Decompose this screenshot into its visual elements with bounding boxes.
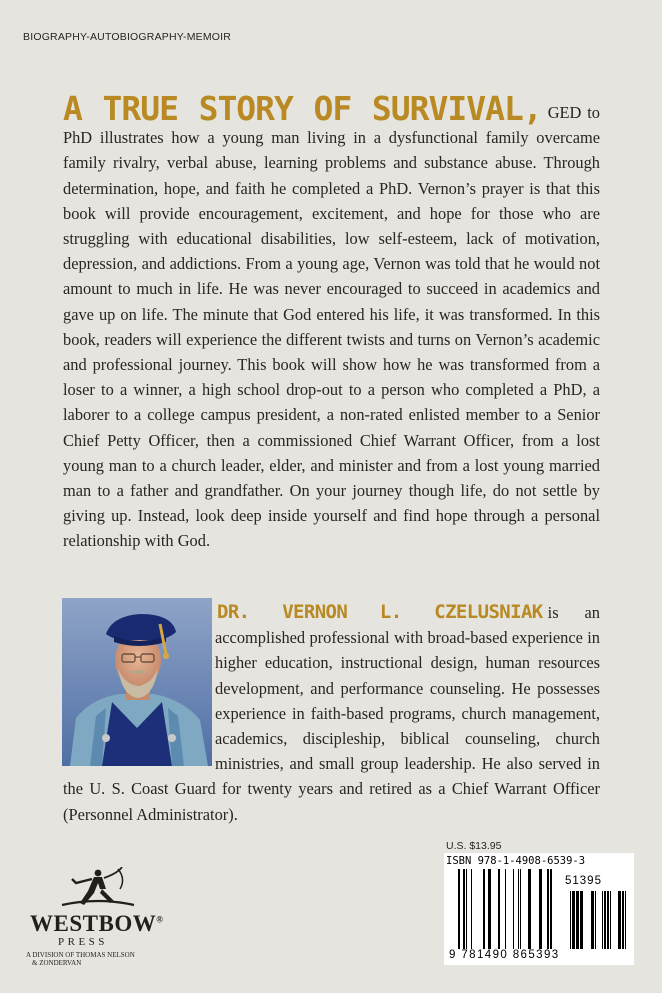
publisher-division: A DIVISION OF THOMAS NELSON & ZONDERVAN (26, 951, 135, 967)
publisher-press: PRESS (58, 936, 108, 948)
barcode-supplement: 51395 (565, 875, 602, 887)
main-description (63, 89, 600, 554)
publisher-name: WESTBOW® (30, 911, 164, 936)
headline: A TRUE STORY OF SURVIVAL, (63, 89, 542, 128)
publisher-logo (22, 867, 172, 916)
price: U.S. $13.95 (446, 840, 502, 852)
archer-icon (22, 867, 172, 911)
photo-spacer (63, 600, 215, 776)
author-bio-text: is an accomplished professional with broad-based experience in higher education, instructional design, human resources development, and performance counseling. He possesses experience in faith-based programs, church management, academics, discipleship, biblical counseling, church ministries, and small group leadership. He also served in the U. S. Coast Guard for twenty years and retired as a Chief Warrant Officer (Personnel Administrator). (63, 603, 600, 824)
barcode (444, 853, 634, 965)
main-description-text: GED to PhD illustrates how a young man living in a dysfunctional family overcame family rivalry, verbal abuse, learning problems and substance abuse. Through determination, hope, and faith he completed a PhD. Vernon’s prayer is that this book will provide encouragement, excitement, and hope for those who are struggling with educational disabilities, low self-esteem, lack of motivation, depression, and addictions. From a young age, Vernon was told that he would not amount to much in life. He was never encouraged to succeed in academics and gave up on life. The minute that God entered his life, it was transformed. In this book, readers will experience the different twists and turns on Vernon’s academic and professional journey. This book will show how he was transformed from a loser to a winner, a high school drop-out to a person who completed a PhD, a laborer to a college campus president, a non-rated enlisted member to a Senior Chief Petty Officer, then a commissioned Chief Warrant Officer, from a lost young man to a church leader, elder, and minister and from a lost young married man to a father and grandfather. On your journey though life, do not settle by giving up. Instead, look deep inside yourself and find hope through a personal relationship with God. (63, 103, 600, 551)
barcode-ean: 9 781490 865393 (449, 949, 560, 961)
category-label: BIOGRAPHY-AUTOBIOGRAPHY-MEMOIR (23, 31, 232, 43)
isbn-text: ISBN 978-1-4908-6539-3 (446, 855, 586, 867)
author-name: DR. VERNON L. CZELUSNIAK (217, 601, 543, 623)
author-bio (63, 600, 600, 827)
